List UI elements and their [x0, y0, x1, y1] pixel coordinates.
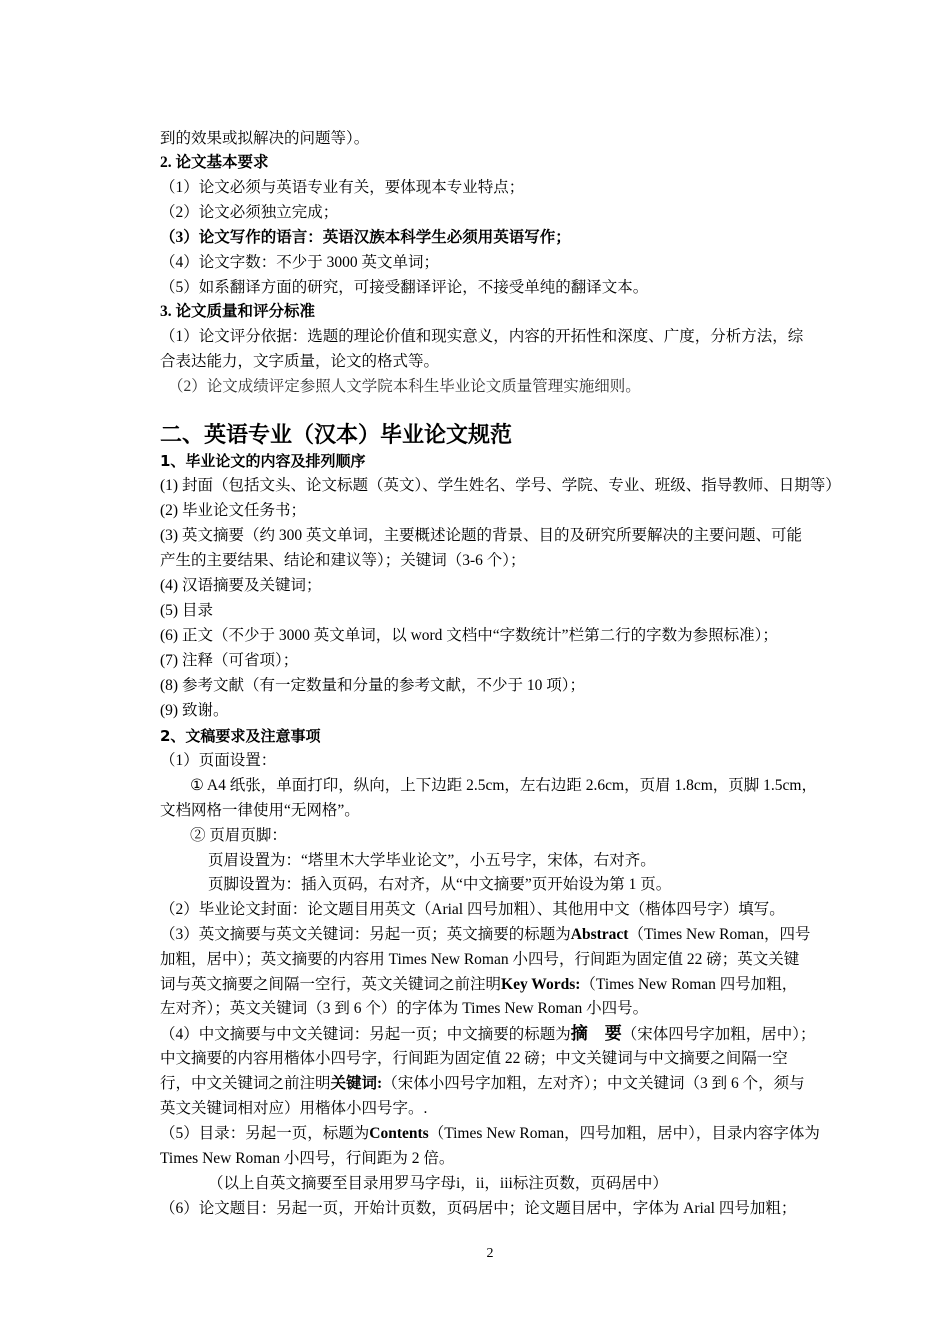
text-segment: （Times New Roman 四号加粗， [580, 976, 798, 993]
subsection-heading: 2、文稿要求及注意事项 [160, 727, 321, 745]
text-line: ① A4 纸张，单面打印，纵向，上下边距 2.5cm，左右边距 2.6cm，页眉 1.8cm，页脚 1.5cm， [190, 777, 817, 794]
text-line [160, 1022, 816, 1047]
text-line [160, 1122, 820, 1146]
list-item: (8) 参考文献（有一定数量和分量的参考文献，不少于 10 项）； [160, 677, 585, 694]
text-line-bold: （3）论文写作的语言：英语汉族本科学生必须用英语写作； [160, 229, 571, 246]
list-item-continued: 产生的主要结果、结论和建议等）；关键词（3-6 个）； [160, 552, 526, 569]
text-segment: 行，中文关键词之前注明 [160, 1075, 331, 1092]
list-item: (4) 汉语摘要及关键词； [160, 577, 322, 594]
text-line: Times New Roman 小四号，行间距为 2 倍。 [160, 1150, 455, 1167]
list-item: (1) 封面（包括文头、论文标题（英文）、学生姓名、学号、学院、专业、班级、指导教师、日期等） [160, 477, 841, 494]
text-line [160, 973, 797, 997]
abstract-term: Abstract [570, 926, 629, 943]
text-line: 加粗，居中）；英文摘要的内容用 Times New Roman 小四号，行间距为固定值 22 磅；英文关键 [160, 951, 800, 968]
guanjianci-term: 关键词: [330, 1075, 383, 1092]
list-item: (6) 正文（不少于 3000 英文单词，以 word 文档中“字数统计”栏第二行的字数为参照标准）； [160, 627, 778, 644]
text-line: （2）毕业论文封面：论文题目用英文（Arial 四号加粗）、其他用中文（楷体四号字）填写。 [160, 901, 785, 918]
text-segment: （Times New Roman，四号加粗，居中），目录内容字体为 [428, 1125, 820, 1142]
list-item: (7) 注释（可省项）； [160, 652, 299, 669]
text-segment: （宋体四号字加粗，居中）； [621, 1026, 816, 1043]
text-line: 左对齐）；英文关键词（3 到 6 个）的字体为 Times New Roman 小四号。 [160, 1000, 649, 1017]
section-heading: 2. 论文基本要求 [160, 154, 269, 171]
text-line [160, 923, 810, 947]
text-line: （6）论文题目：另起一页，开始计页数，页码居中；论文题目居中，字体为 Arial 四号加粗； [160, 1200, 797, 1217]
text-line: ② 页眉页脚： [190, 827, 287, 844]
keywords-term: Key Words: [501, 976, 581, 993]
text-line: （2）论文成绩评定参照人文学院本科生毕业论文质量管理实施细则。 [168, 378, 641, 395]
text-line: 文档网格一律使用“无网格”。 [160, 802, 360, 819]
text-segment: 词与英文摘要之间隔一空行，英文关键词之前注明 [160, 976, 502, 993]
zhaiyao-term: 摘 要 [570, 1024, 622, 1044]
list-item: (2) 毕业论文任务书； [160, 502, 306, 519]
text-line: 合表达能力，文字质量，论文的格式等。 [160, 353, 440, 370]
text-line: 页眉设置为：“塔里木大学毕业论文”，小五号字，宋体，右对齐。 [208, 852, 656, 869]
chapter-heading: 二、英语专业（汉本）毕业论文规范 [160, 423, 513, 448]
text-segment: （4）中文摘要与中文关键词：另起一页；中文摘要的标题为 [160, 1026, 571, 1043]
subsection-heading: 1、毕业论文的内容及排列顺序 [160, 452, 366, 470]
list-item: (3) 英文摘要（约 300 英文单词，主要概述论题的背景、目的及研究所要解决的主要问题、可能 [160, 527, 802, 544]
text-line: （1）页面设置： [160, 752, 277, 769]
text-line: （1）论文评分依据：选题的理论价值和现实意义，内容的开拓性和深度、广度，分析方法，综 [160, 328, 804, 345]
text-line [160, 1072, 805, 1096]
text-segment: （Times New Roman，四号 [628, 926, 811, 943]
contents-term: Contents [369, 1125, 429, 1142]
text-line: 到的效果或拟解决的问题等）。 [160, 130, 370, 147]
list-item: (9) 致谢。 [160, 702, 229, 719]
text-line: （5）如系翻译方面的研究，可接受翻译评论，不接受单纯的翻译文本。 [160, 279, 649, 296]
page-number: 2 [486, 1246, 494, 1261]
text-line: （以上自英文摘要至目录用罗马字母i，ii，iii标注页数，页码居中） [208, 1175, 668, 1192]
text-line: 页脚设置为：插入页码，右对齐，从“中文摘要”页开始设为第 1 页。 [208, 876, 672, 893]
text-line: （1）论文必须与英语专业有关，要体现本专业特点； [160, 179, 525, 196]
text-line: （4）论文字数：不少于 3000 英文单词； [160, 254, 440, 271]
text-line: 中文摘要的内容用楷体小四号字，行间距为固定值 22 磅；中文关键词与中文摘要之间隔一空 [160, 1050, 788, 1067]
text-segment: （3）英文摘要与英文关键词：另起一页；英文摘要的标题为 [160, 926, 571, 943]
text-line: 英文关键词相对应）用楷体小四号字。. [160, 1100, 428, 1117]
text-segment: （5）目录：另起一页，标题为 [160, 1125, 370, 1142]
text-line: （2）论文必须独立完成； [160, 204, 339, 221]
section-heading: 3. 论文质量和评分标准 [160, 303, 316, 320]
text-segment: （宋体小四号字加粗，左对齐）；中文关键词（3 到 6 个，须与 [382, 1075, 805, 1092]
list-item: (5) 目录 [160, 602, 213, 619]
